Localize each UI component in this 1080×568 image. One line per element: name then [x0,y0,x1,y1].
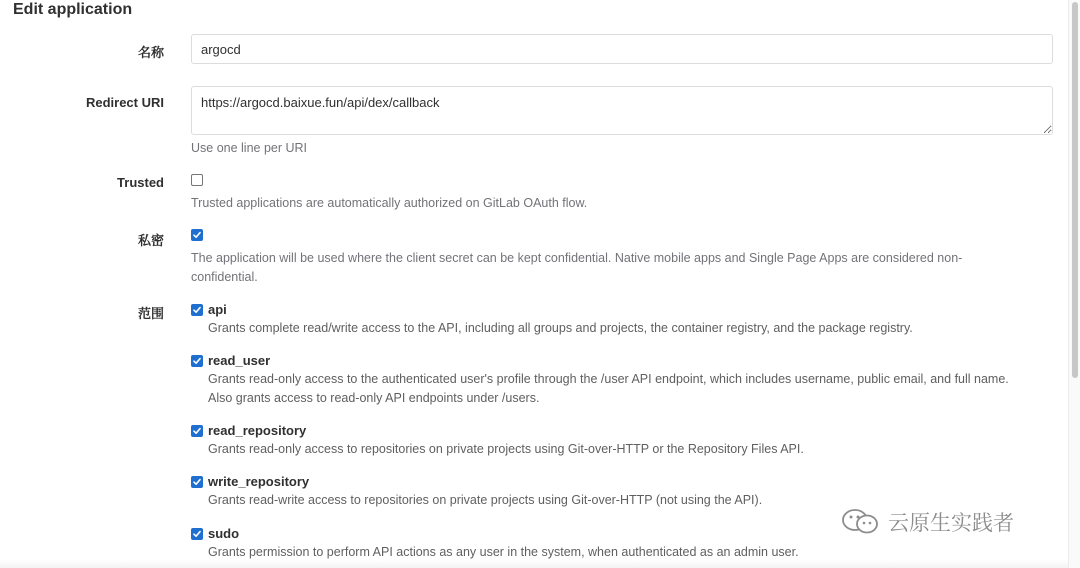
checkmark-icon [193,357,201,365]
scope-api-desc: Grants complete read/write access to the API, including all groups and projects, the container registry, and the package registry. [208,321,913,335]
bottom-fade [0,560,1069,568]
scrollbar-thumb[interactable] [1072,2,1078,378]
scope-read-user-desc [208,370,1058,408]
confidential-help-line: The application will be used where the client secret can be kept confidential. Native mobile apps and Single Page Apps are considered non- [191,251,963,265]
watermark [840,506,1014,538]
confidential-help-line: confidential. [191,270,258,284]
scope-sudo-desc: Grants permission to perform API actions as any user in the system, when authenticated as an admin user. [208,545,799,559]
scope-write-repository-desc: Grants read-write access to repositories on private projects using Git-over-HTTP (not using the API). [208,493,763,507]
scope-api-checkbox[interactable] [191,304,203,316]
redirect-uri-textarea[interactable] [191,86,1053,135]
checkmark-icon [193,530,201,538]
page-title: Edit application [13,1,133,18]
scrollbar[interactable] [1068,0,1080,568]
checkmark-icon [193,231,201,239]
scope-sudo-checkbox[interactable] [191,528,203,540]
scope-read-repository-desc: Grants read-only access to repositories on private projects using Git-over-HTTP or the Repository Files API. [208,442,804,456]
confidential-label: 私密 [137,233,164,248]
scope-read-repository-checkbox[interactable] [191,425,203,437]
scope-desc-line: Also grants access to read-only API endpoints under /users. [208,391,540,405]
checkmark-icon [193,427,201,435]
trusted-help: Trusted applications are automatically authorized on GitLab OAuth flow. [191,196,588,210]
scope-api-name: api [208,302,227,317]
scope-read-user-name: read_user [208,353,271,368]
scope-desc-line: Grants read-only access to the authenticated user's profile through the /user API endpoint, which includes username, public email, and full name. [208,372,1009,386]
trusted-checkbox[interactable] [191,174,203,186]
confidential-checkbox[interactable] [191,229,203,241]
checkmark-icon [193,478,201,486]
confidential-help [191,249,1031,287]
watermark-text: 云原生实践者 [888,511,1014,535]
wechat-icon [840,507,882,537]
scope-write-repository-name: write_repository [208,474,310,489]
scope-write-repository-checkbox[interactable] [191,476,203,488]
scope-sudo-name: sudo [208,526,240,541]
name-input[interactable] [191,34,1053,64]
name-label: 名称 [137,45,164,60]
scopes-label: 范围 [137,306,164,321]
checkmark-icon [193,306,201,314]
redirect-uri-label: Redirect URI [85,95,164,110]
scope-read-user-checkbox[interactable] [191,355,203,367]
redirect-uri-help: Use one line per URI [191,141,308,155]
scope-read-repository-name: read_repository [208,423,307,438]
trusted-label: Trusted [117,175,164,190]
